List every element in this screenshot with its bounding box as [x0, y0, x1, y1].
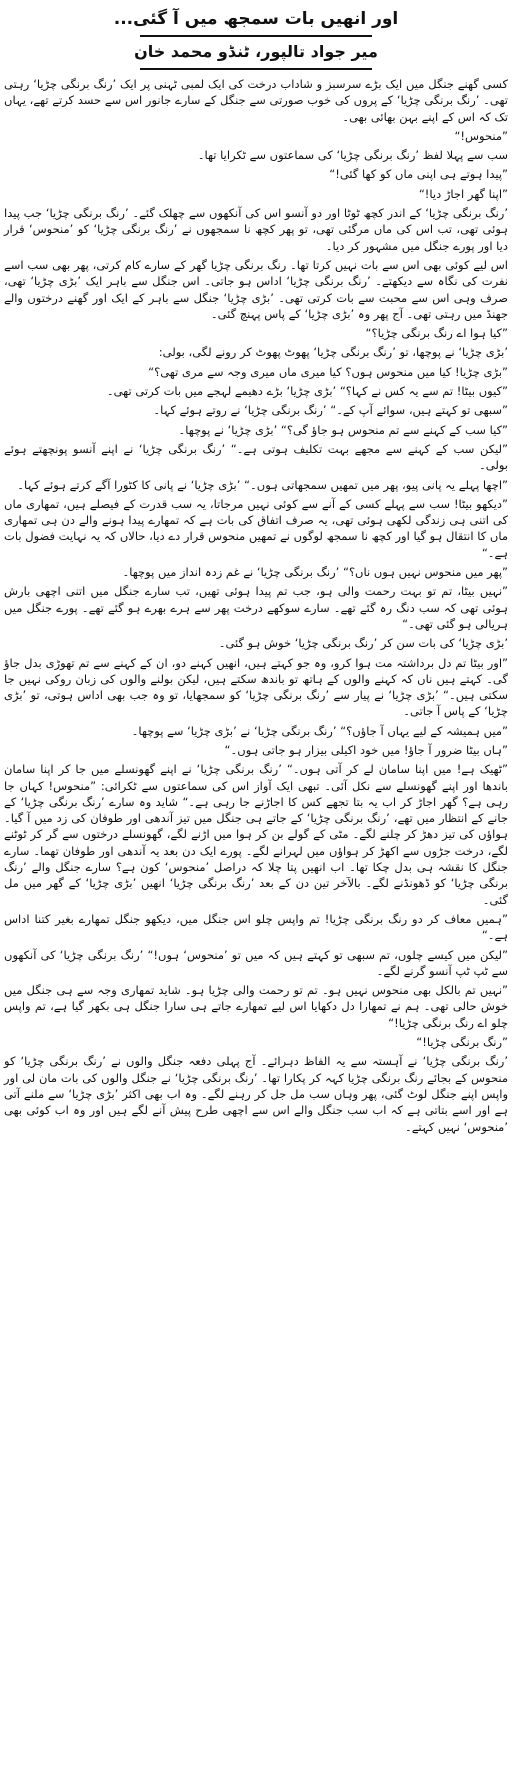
paragraph: ”بڑی چڑیا! کیا میں منحوس ہوں؟ کیا میری ماں میری وجہ سے مری تھی؟“ — [148, 364, 508, 379]
paragraph: ”میں ہمیشہ کے لیے یہاں آ جاؤں؟“ ’رنگ برنگی چڑیا‘ نے ’بڑی چڑیا‘ سے پوچھا۔ — [131, 723, 508, 738]
paragraph: ”لیکن سب کے کہنے سے مجھے بہت تکلیف ہوتی ہے۔“ ’رنگ برنگی چڑیا‘ نے اپنے آنسو پونچھتے ہوئے بولی۔ — [4, 441, 508, 473]
paragraph: سب سے پہلا لفظ ’رنگ برنگی چڑیا‘ کی سماعتوں سے ٹکرایا تھا۔ — [197, 148, 508, 163]
paragraph: ”رنگ برنگی چڑیا!“ — [416, 1035, 508, 1050]
article-body — [4, 76, 508, 1138]
paragraph: ”اچھا پہلے یہ پانی پیو، پھر میں تمھیں سمجھاتی ہوں۔“ ’بڑی چڑیا‘ نے پانی کا کٹورا آگے کرتے ہوئے کہا۔ — [17, 477, 508, 492]
paragraph: اس لیے کوئی بھی اس سے بات نہیں کرتا تھا۔ رنگ برنگی چڑیا گھر کے سارے کام کرتی، پھر بھی سب اسے نفرت کی نگاہ سے دیکھتے۔ ’رنگ برنگی چڑیا‘ اداس ہو جاتی۔ اس جنگل سے باہر ایک ’بڑی چڑیا‘ تھی، صرف وہی اس سے محبت سے بات کرتی تھی۔ ’بڑی چڑیا‘ جنگل سے باہر کے ایک اور گھنے درختوں والے جھنڈ میں رہتی تھی۔ آج پھر وہ ’بڑی چڑیا‘ کے پاس پہنچ گئی۔ — [4, 257, 508, 321]
article-byline: میر جواد تالپور، ٹنڈو محمد خان — [134, 42, 378, 61]
paragraph: ”کیوں بیٹا! تم سے یہ کس نے کہا؟“ ’بڑی چڑیا‘ بڑے دھیمے لہجے میں بات کرتی تھی۔ — [106, 384, 508, 399]
paragraph: ”پیدا ہوتے ہی اپنی ماں کو کھا گئی!“ — [329, 167, 508, 182]
paragraph: ”لیکن میں کیسے چلوں، تم سبھی تو کہتے ہیں کہ میں تو ’منحوس‘ ہوں!“ ’رنگ برنگی چڑیا‘ کی آنکھوں سے ٹپ ٹپ آنسو گرنے لگے۔ — [4, 947, 508, 978]
paragraph: ’بڑی چڑیا‘ نے پوچھا، تو ’رنگ برنگی چڑیا‘ پھوٹ پھوٹ کر رونے لگی، بولی: — [158, 345, 508, 360]
paragraph: ”اور بیٹا تم دل برداشتہ مت ہوا کرو، وہ جو کہتے ہیں، انھیں کہنے دو، ان کے کہنے سے تم تھوڑی بدل جاؤ گی۔ کہتے ہیں ناں کہ کہنے والوں کے ہاتھ تو باندھ سکتے ہیں، لیکن بولنے والوں کی زبان روکی نہیں جا سکتی ہیں۔“ ’بڑی چڑیا‘ نے پیار سے ’رنگ برنگی چڑیا‘ کو سمجھایا، تو وہ جب بھی اداس ہوتی، تو ’بڑی چڑیا‘ کے پاس آ جاتی۔ — [4, 655, 508, 719]
article-title: اور انھیں بات سمجھ میں آ گئی... — [113, 9, 399, 29]
paragraph: ”ٹھیک ہے! میں اپنا سامان لے کر آتی ہوں۔“ ’رنگ برنگی چڑیا‘ نے اپنے گھونسلے میں جا کر اپنا سامان باندھا اور اپنے گھونسلے سے نکل آئی۔ تبھی ایک آواز اس کی سماعتوں سے ٹکرائی: ”منحوس! کہاں جا رہی ہے؟ گھر اجاڑ کر اب یہ بتا تجھے کس کا اجاڑنے جا رہی ہے۔“ شاید وہ سارے ’رنگ برنگی چڑیا‘ کے جانے کے انتظار میں تھے، ’رنگ برنگی چڑیا‘ کے جاتے ہی جنگل میں تیز آندھی اور طوفان کی زد میں آ گیا۔ ہواؤں کی تیز دھڑ کر چلنے لگے۔ مٹی کے گولے بن کر ہوا میں اڑنے لگے، گھونسلے درختوں سے گر کر ٹوٹنے لگے، درخت جڑوں سے اکھڑ کر ہواؤں میں لہرانے لگے۔ پورے ایک دن بعد یہ آندھی اور طوفان تھما۔ سارے جنگل کا نقشہ ہی بدل چکا تھا۔ اب انھیں پتا چلا کہ دراصل ’منحوس‘ کون ہے؟ سارے جنگل والے ’رنگ برنگی چڑیا‘ کو ڈھونڈنے لگے۔ بالآخر تین دن کے بعد ’رنگ برنگی چڑیا‘ انھیں ’بڑی چڑیا‘ کے گھر میں مل گئی۔ — [4, 762, 508, 907]
paragraph: ”منحوس!“ — [454, 128, 508, 143]
paragraph: ”ہمیں معاف کر دو رنگ برنگی چڑیا! تم واپس چلو اس جنگل میں، دیکھو جنگل تمھارے بغیر کتنا اداس ہے۔“ — [4, 911, 508, 943]
paragraph: ”کیا ہوا اے رنگ برنگی چڑیا؟“ — [365, 326, 508, 341]
paragraph: ”ہاں بیٹا ضرور آ جاؤ! میں خود اکیلی بیزار ہو جاتی ہوں۔“ — [224, 742, 508, 757]
paragraph: ”دیکھو بیٹا! سب سے پہلے کسی کے آنے سے کوئی نہیں مرجاتا، یہ سب قدرت کے فیصلے ہیں، تمھاری ماں کی اتنی ہی زندگی لکھی ہوئی تھی، یہ صرف اتفاق کی بات ہے کہ تمھارے پیدا ہونے والے دن ہی تمھاری ماں کا انتقال ہو گیا اور کچھ نا سمجھ لوگوں نے تمھیں منحوس قرار دے دیا، حالاں کہ یہ نہایت فضول بات ہے۔“ — [4, 496, 508, 560]
byline-divider — [140, 68, 372, 70]
paragraph: کسی گھنے جنگل میں ایک بڑے سرسبز و شاداب درخت کی ایک لمبی ٹہنی پر ایک ’رنگ برنگی چڑیا‘ رہتی تھی۔ ’رنگ برنگی چڑیا‘ کے پروں کی خوب صورتی سے جنگل کے سارے جانور اس سے حسد کرتے تھے، یہاں تک کہ اس کے اپنے بہن بھائی بھی۔ — [4, 77, 508, 124]
paragraph: ”نہیں بیٹا، تم تو بہت رحمت والی ہو، جب تم پیدا ہوئی تھیں، تب سارے جنگل میں اتنی اچھی بارش ہوئی تھی کہ سب دنگ رہ گئے تھے۔ سارے سوکھے درخت پھر سے ہرے بھرے ہو گئے تھے۔ پورے جنگل میں ہریالی ہو گئی تھی۔“ — [4, 584, 508, 631]
paragraph: ’بڑی چڑیا‘ کی بات سن کر ’رنگ برنگی چڑیا‘ خوش ہو گئی۔ — [218, 636, 508, 651]
paragraph: ”کیا سب کے کہنے سے تم منحوس ہو جاؤ گی؟“ ’بڑی چڑیا‘ نے پوچھا۔ — [178, 422, 508, 437]
paragraph: ”پھر میں منحوس نہیں ہوں ناں؟“ ’رنگ برنگی چڑیا‘ نے غم زدہ انداز میں پوچھا۔ — [122, 565, 508, 580]
paragraph: ’رنگ برنگی چڑیا‘ کے اندر کچھ ٹوٹا اور دو آنسو اس کی آنکھوں سے چھلک گئے۔ ’رنگ برنگی چڑیا‘ جب پیدا ہوئی تھی، تب اس کی ماں مرگئی تھی، تو پھر کچھ نا سمجھوں نے ’رنگ برنگی چڑیا‘ کو ’منحوس‘ قرار دیا اور پورے جنگل میں مشہور کر دیا۔ — [4, 206, 508, 253]
paragraph: ”سبھی تو کہتے ہیں، سوائے آپ کے۔“ ’رنگ برنگی چڑیا‘ نے روتے ہوئے کہا۔ — [153, 403, 508, 418]
paragraph: ’رنگ برنگی چڑیا‘ نے آہستہ سے یہ الفاظ دہرائے۔ آج پہلی دفعہ جنگل والوں نے ’رنگ برنگی چڑیا‘ کو منحوس کے بجائے رنگ برنگی چڑیا کہہ کر پکارا تھا۔ ’رنگ برنگی چڑیا‘ نے جنگل والوں کی بات مان لی اور واپس اپنے جنگل لوٹ گئی، پھر وہاں سب مل جل کر رہنے لگے۔ وہ اب بھی اکثر ’بڑی چڑیا‘ سے ملنے آتی ہے اور اسے بتاتی ہے کہ اب سب جنگل والے اس سے اچھی طرح پیش آنے لگے ہیں اور وہ اب کوئی بھی ’منحوس‘ نہیں کہتے۔ — [4, 1054, 508, 1134]
title-divider — [140, 35, 372, 37]
paragraph: ”اپنا گھر اجاڑ دیا!“ — [418, 186, 508, 201]
paragraph: ”نہیں تم بالکل بھی منحوس نہیں ہو۔ تم تو رحمت والی چڑیا ہو۔ شاید تمھاری وجہ سے ہی جنگل میں خوش حالی تھی۔ ہم نے تمھارا دل دکھایا اس لیے تمھارے جاتے ہی سارا جنگل ہی بکھر گیا ہے، تم واپس چلو اے رنگ برنگی چڑیا!“ — [4, 983, 508, 1030]
